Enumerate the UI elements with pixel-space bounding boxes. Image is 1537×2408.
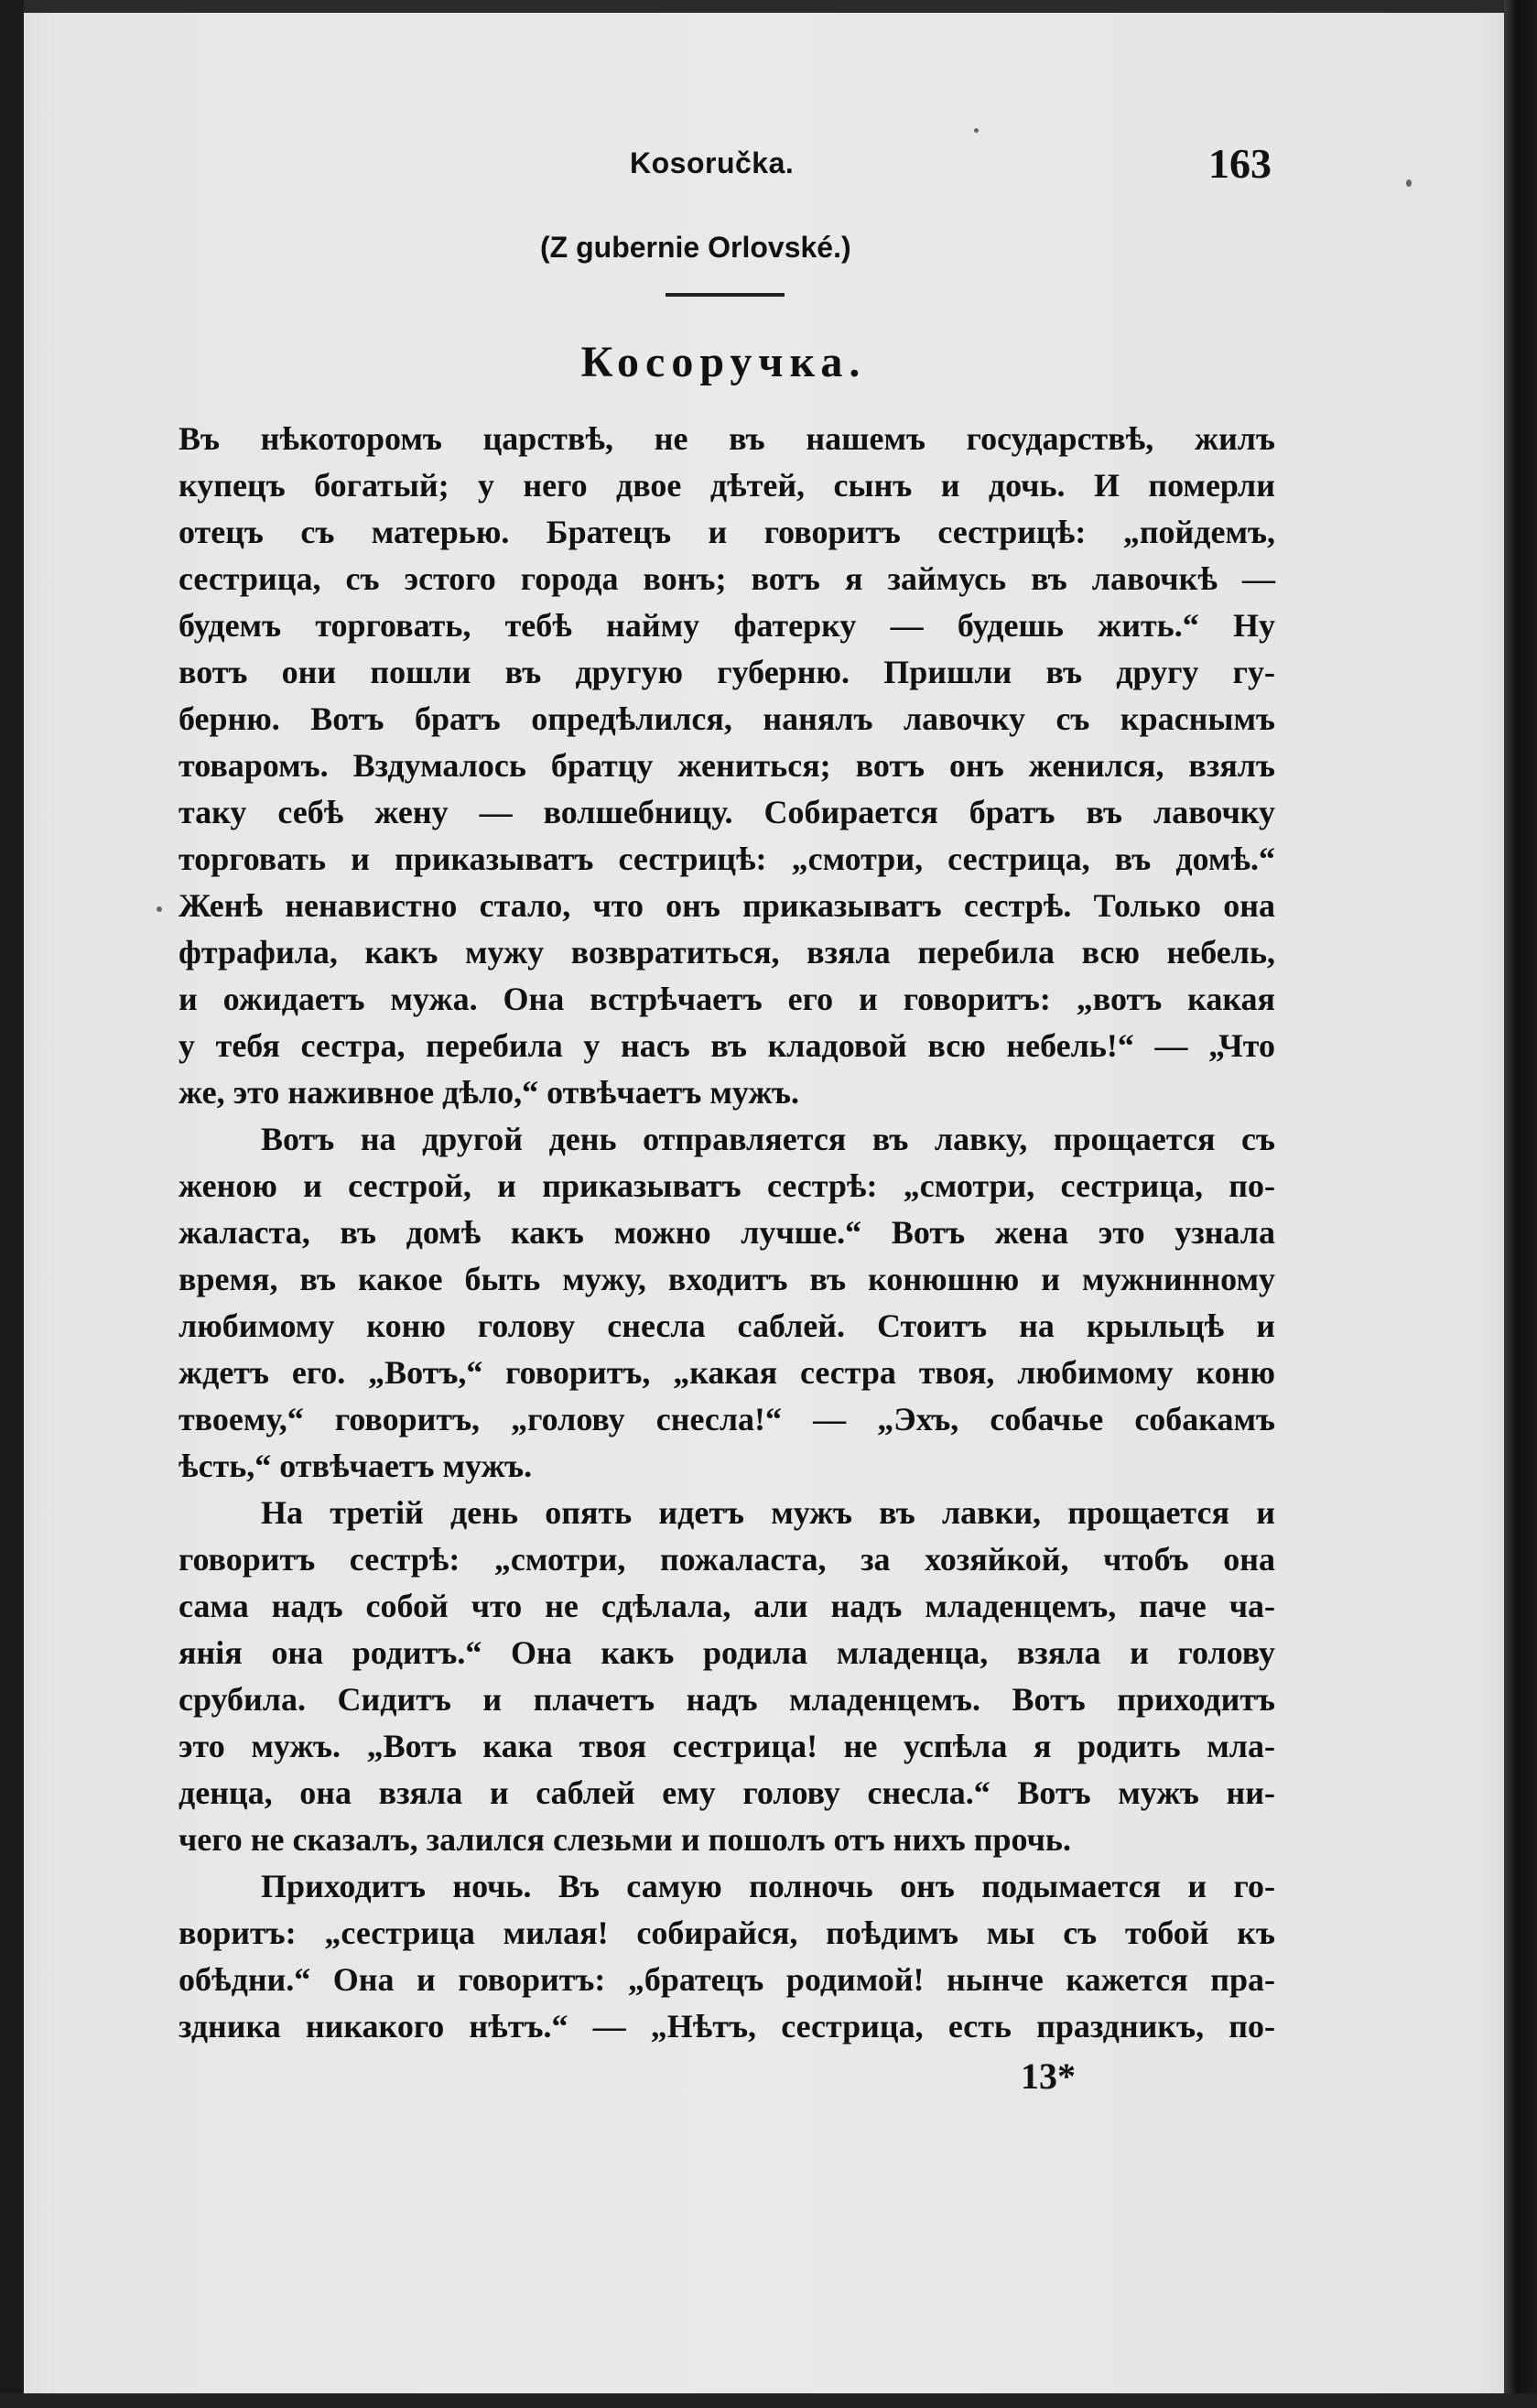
text-line: фтрафила, какъ мужу возвратиться, взяла перебила всю небель, <box>179 934 1275 971</box>
text-line: ждетъ его. „Вотъ,“ говоритъ, „какая сестра твоя, любимому коню <box>179 1354 1275 1391</box>
scan-speck <box>974 128 979 133</box>
text-line: время, въ какое быть мужу, входитъ въ конюшню и мужнинному <box>179 1261 1275 1297</box>
text-line: срубила. Сидитъ и плачетъ надъ младенцемъ. Вотъ приходитъ <box>179 1681 1275 1718</box>
text-line: товаромъ. Вздумалось братцу жениться; вотъ онъ женился, взялъ <box>179 747 1275 784</box>
text-line: На третій день опять идетъ мужъ въ лавки, прощается и <box>261 1494 1275 1531</box>
region-subtitle: (Z gubernie Orlovské.) <box>540 231 851 264</box>
text-line: у тебя сестра, перебила у насъ въ кладовой всю небель!“ — „Что <box>179 1027 1275 1064</box>
text-line: здника никакого нѣтъ.“ — „Нѣтъ, сестрица, есть праздникъ, по- <box>179 2008 1275 2045</box>
text-line: любимому коню голову снесла саблей. Стоитъ на крыльцѣ и <box>179 1307 1275 1344</box>
story-text <box>179 416 1275 2050</box>
text-line: же, это наживное дѣло,“ отвѣчаетъ мужъ. <box>179 1074 800 1111</box>
text-line: чего не сказалъ, залился слезьми и пошолъ отъ нихъ прочь. <box>179 1821 1071 1858</box>
text-line: обѣдни.“ Она и говоритъ: „братецъ родимой! нынче кажется пра- <box>179 1961 1275 1998</box>
text-line: вотъ они пошли въ другую губерню. Пришли въ другу гу- <box>179 654 1275 690</box>
signature-mark: 13* <box>1021 2055 1076 2097</box>
text-line: ѣсть,“ отвѣчаетъ мужъ. <box>179 1448 533 1484</box>
scan-edge-right <box>1504 0 1537 2408</box>
text-line: денца, она взяла и саблей ему голову снесла.“ Вотъ мужъ ни- <box>179 1774 1275 1811</box>
text-line: сестрица, съ эстого города вонъ; вотъ я займусь въ лавочкѣ — <box>179 560 1275 597</box>
text-line: это мужъ. „Вотъ кака твоя сестрица! не успѣла я родить мла- <box>179 1728 1275 1764</box>
text-line: отецъ съ матерью. Братецъ и говоритъ сестрицѣ: „пойдемъ, <box>179 514 1275 550</box>
text-line: Въ нѣкоторомъ царствѣ, не въ нашемъ государствѣ, жилъ <box>179 420 1275 457</box>
text-line: купецъ богатый; у него двое дѣтей, сынъ и дочь. И померли <box>179 467 1275 504</box>
text-line: Приходитъ ночь. Въ самую полночь онъ подымается и го- <box>261 1868 1275 1904</box>
text-line: Вотъ на другой день отправляется въ лавку, прощается съ <box>261 1121 1275 1157</box>
text-line: говоритъ сестрѣ: „смотри, пожаласта, за хозяйкой, чтобъ она <box>179 1541 1275 1578</box>
story-title: Косоручка. <box>580 338 867 386</box>
text-line: сама надъ собой что не сдѣлала, али надъ младенцемъ, паче ча- <box>179 1588 1275 1624</box>
text-line: янія она родитъ.“ Она какъ родила младенца, взяла и голову <box>179 1634 1275 1671</box>
text-line: женою и сестрой, и приказыватъ сестрѣ: „смотри, сестрица, по- <box>179 1167 1275 1204</box>
page-number: 163 <box>1208 140 1272 187</box>
text-line: жаласта, въ домѣ какъ можно лучше.“ Вотъ жена это узнала <box>179 1214 1275 1251</box>
scan-speck <box>157 906 162 912</box>
text-line: воритъ: „сестрица милая! собирайся, поѣдимъ мы съ тобой къ <box>179 1914 1275 1951</box>
title-divider <box>666 293 785 297</box>
text-line: берню. Вотъ братъ опредѣлился, нанялъ лавочку съ краснымъ <box>179 700 1275 737</box>
text-line: твоему,“ говоритъ, „голову снесла!“ — „Эхъ, собачье собакамъ <box>179 1401 1275 1437</box>
text-line: торговать и приказыватъ сестрицѣ: „смотри, сестрица, въ домѣ.“ <box>179 841 1275 877</box>
text-line: таку себѣ жену — волшебницу. Собирается братъ въ лавочку <box>179 794 1275 830</box>
scan-edge-bottom <box>0 2393 1537 2408</box>
text-line: будемъ торговать, тебѣ найму фатерку — будешь жить.“ Ну <box>179 607 1275 644</box>
text-line: и ожидаетъ мужа. Она встрѣчаетъ его и говоритъ: „вотъ какая <box>179 981 1275 1017</box>
scan-edge-top <box>0 0 1537 13</box>
scan-speck <box>1406 179 1412 187</box>
running-title: Kosoručka. <box>630 146 795 179</box>
text-line: Женѣ ненавистно стало, что онъ приказыватъ сестрѣ. Только она <box>179 887 1275 924</box>
